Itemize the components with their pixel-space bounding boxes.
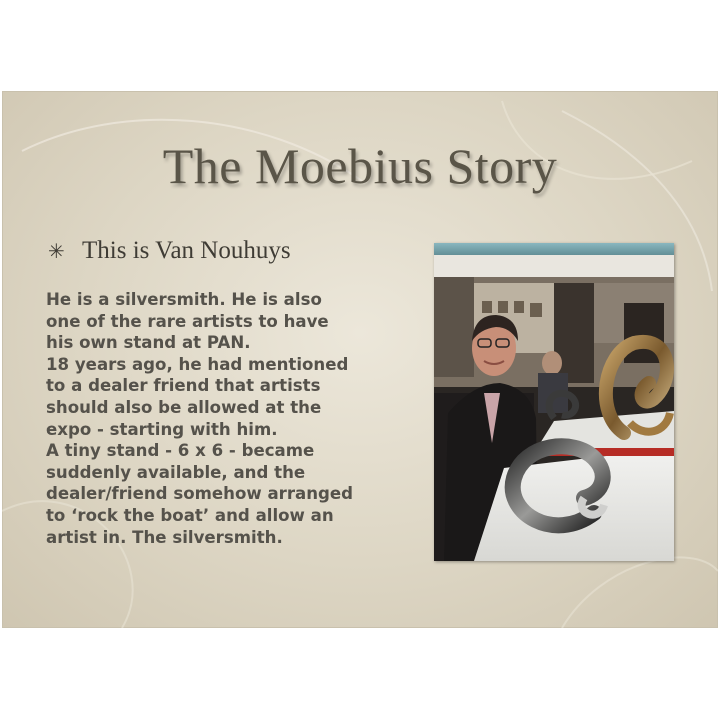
body-line: should also be allowed at the (46, 397, 322, 417)
story-paragraph (46, 289, 406, 548)
body-line: A tiny stand - 6 x 6 - became (46, 441, 315, 461)
body-line: to ‘rock the boat’ and allow an (46, 505, 334, 525)
body-line: his own stand at PAN. (46, 333, 251, 353)
asterisk-bullet-icon: ✳ (48, 239, 65, 263)
body-line: one of the rare artists to have (46, 311, 329, 331)
body-line: He is a silversmith. He is also (46, 290, 322, 309)
body-line: expo - starting with him. (46, 419, 278, 439)
body-line: dealer/friend somehow arranged (46, 484, 354, 504)
body-line: 18 years ago, he had mentioned (46, 354, 349, 374)
bullet-text: This is Van Nouhuys (82, 237, 291, 264)
body-line: to a dealer friend that artists (46, 376, 321, 396)
body-line: artist in. The silversmith. (46, 527, 283, 547)
bullet-item (48, 237, 291, 265)
body-line: suddenly available, and the (46, 462, 306, 482)
artist-photo (434, 243, 674, 561)
slide-title: The Moebius Story (162, 138, 558, 194)
slide (2, 91, 718, 628)
